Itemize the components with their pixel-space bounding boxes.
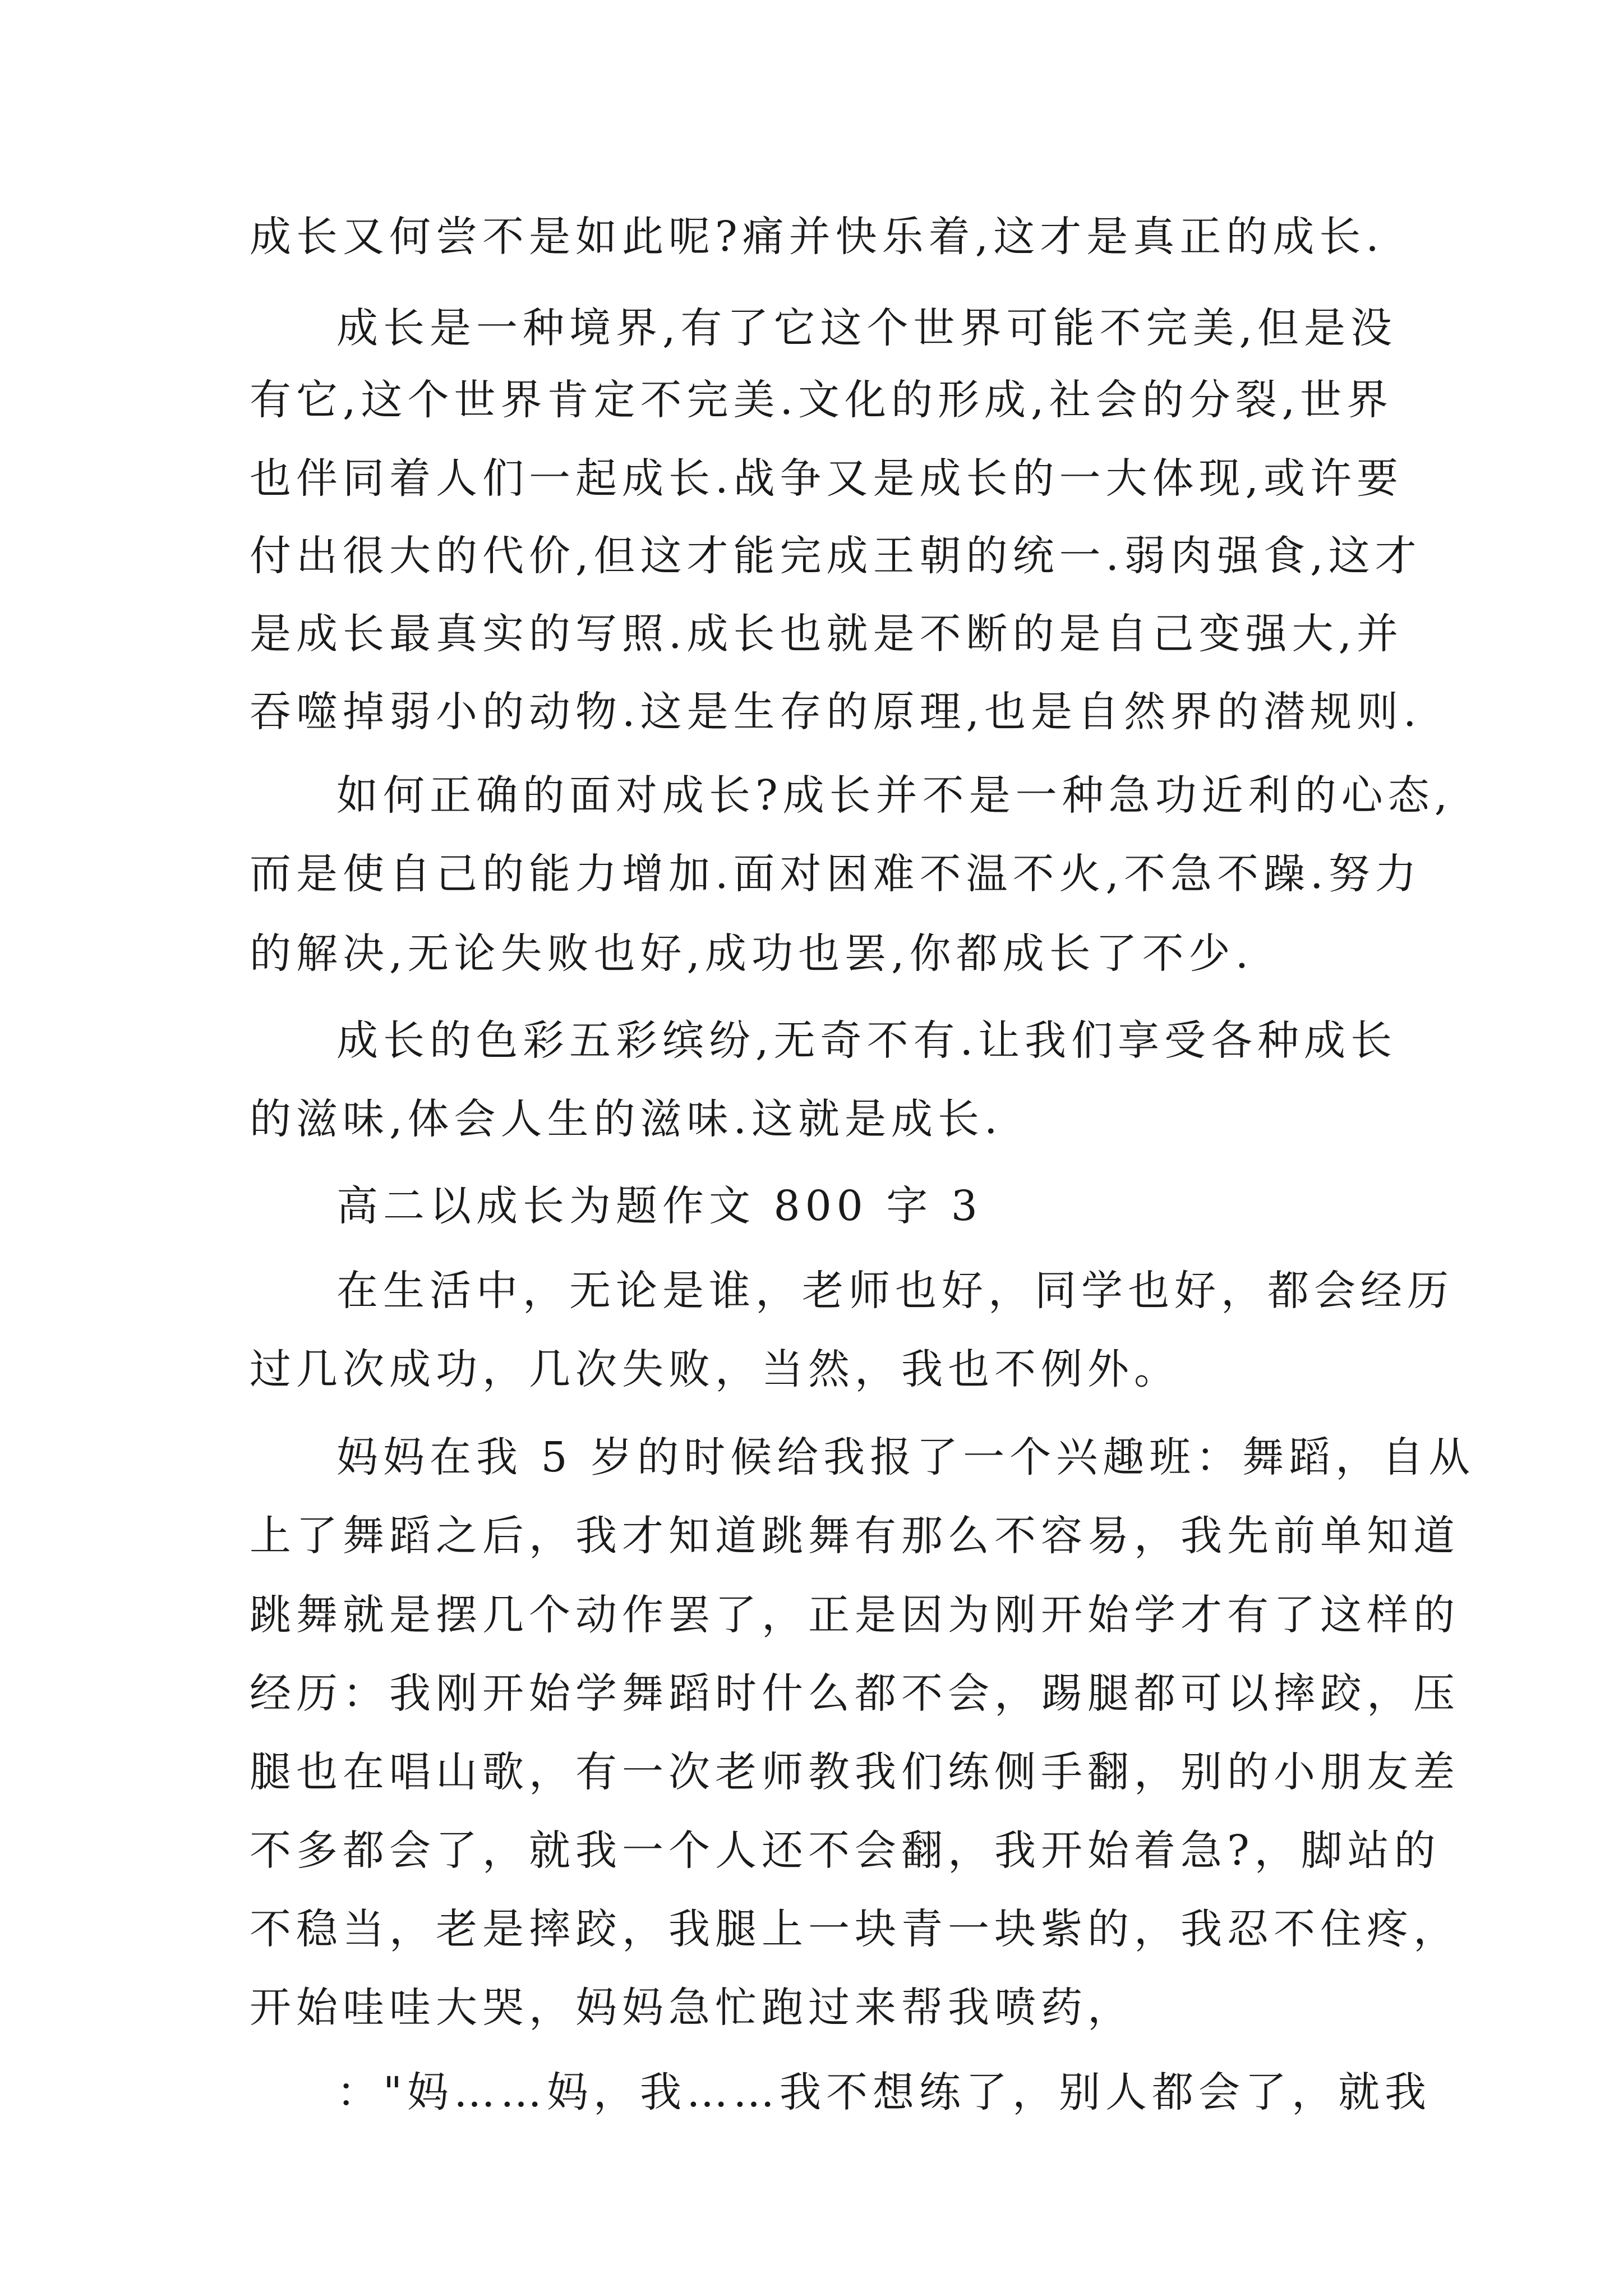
text-line-7 xyxy=(0,670,1623,754)
text-line-1 xyxy=(0,195,1623,279)
line-text: 有它,这个世界肯定不完美.文化的形成,社会的分裂,世界 xyxy=(250,376,1394,424)
line-text: 过几次成功，几次失败，当然，我也不例外。 xyxy=(250,1345,1181,1393)
text-line-12 xyxy=(0,1077,1623,1161)
text-line-3 xyxy=(0,358,1623,442)
text-line-14 xyxy=(0,1249,1623,1333)
text-line-15 xyxy=(0,1327,1623,1411)
text-line-4 xyxy=(0,436,1623,521)
text-line-6 xyxy=(0,592,1623,676)
line-text: 在生活中，无论是谁，老师也好，同学也好，都会经历 xyxy=(336,1267,1454,1315)
text-line-17 xyxy=(0,1494,1623,1578)
text-line-10 xyxy=(0,912,1623,996)
text-line-11 xyxy=(0,999,1623,1083)
line-text: 而是使自己的能力增加.面对困难不温不火,不急不躁.努力 xyxy=(250,850,1422,898)
line-text: 妈妈在我 5 岁的时候给我报了一个兴趣班：舞蹈，自从 xyxy=(336,1433,1476,1481)
line-text: 的解决,无论失败也好,成功也罢,你都成长了不少. xyxy=(250,930,1254,978)
line-text: 跳舞就是摆几个动作罢了，正是因为刚开始学才有了这样的 xyxy=(250,1591,1460,1639)
line-text: 腿也在唱山歌，有一次老师教我们练侧手翻，别的小朋友差 xyxy=(250,1748,1460,1796)
line-text: 付出很大的代价,但这才能完成王朝的统一.弱肉强食,这才 xyxy=(250,532,1422,580)
line-text: 的滋味,体会人生的滋味.这就是成长. xyxy=(250,1095,1003,1143)
text-line-20 xyxy=(0,1730,1623,1814)
line-text: 成长是一种境界,有了它这个世界可能不完美,但是没 xyxy=(336,304,1398,352)
line-text: 成长的色彩五彩缤纷,无奇不有.让我们享受各种成长 xyxy=(336,1016,1398,1065)
text-line-24 xyxy=(0,2050,1623,2134)
line-text: 上了舞蹈之后，我才知道跳舞有那么不容易，我先前单知道 xyxy=(250,1512,1460,1560)
text-line-23 xyxy=(0,1966,1623,2050)
line-text: 不稳当，老是摔跤，我腿上一块青一块紫的，我忍不住疼， xyxy=(250,1905,1460,1953)
line-text: ："妈……妈，我……我不想练了，别人都会了，就我 xyxy=(336,2068,1432,2116)
text-line-8 xyxy=(0,753,1623,838)
line-text: 也伴同着人们一起成长.战争又是成长的一大体现,或许要 xyxy=(250,454,1404,503)
line-text: 不多都会了，就我一个人还不会翻，我开始着急?，脚站的 xyxy=(250,1826,1441,1875)
text-line-22 xyxy=(0,1887,1623,1971)
text-line-5 xyxy=(0,514,1623,598)
text-line-19 xyxy=(0,1651,1623,1736)
text-line-16 xyxy=(0,1415,1623,1499)
line-text: 如何正确的面对成长?成长并不是一种急功近利的心态, xyxy=(336,771,1453,820)
text-line-21 xyxy=(0,1809,1623,1893)
text-line-18 xyxy=(0,1573,1623,1657)
text-line-13 xyxy=(0,1164,1623,1248)
text-line-9 xyxy=(0,832,1623,916)
line-text: 成长又何尝不是如此呢?痛并快乐着,这才是真正的成长. xyxy=(250,213,1384,261)
line-text: 是成长最真实的写照.成长也就是不断的是自己变强大,并 xyxy=(250,610,1404,658)
line-text: 经历：我刚开始学舞蹈时什么都不会，踢腿都可以摔跤，压 xyxy=(250,1669,1460,1718)
line-text: 吞噬掉弱小的动物.这是生存的原理,也是自然界的潜规则. xyxy=(250,688,1422,736)
section-heading: 高二以成长为题作文 800 字 3 xyxy=(336,1182,983,1230)
line-text: 开始哇哇大哭，妈妈急忙跑过来帮我喷药， xyxy=(250,1984,1134,2032)
